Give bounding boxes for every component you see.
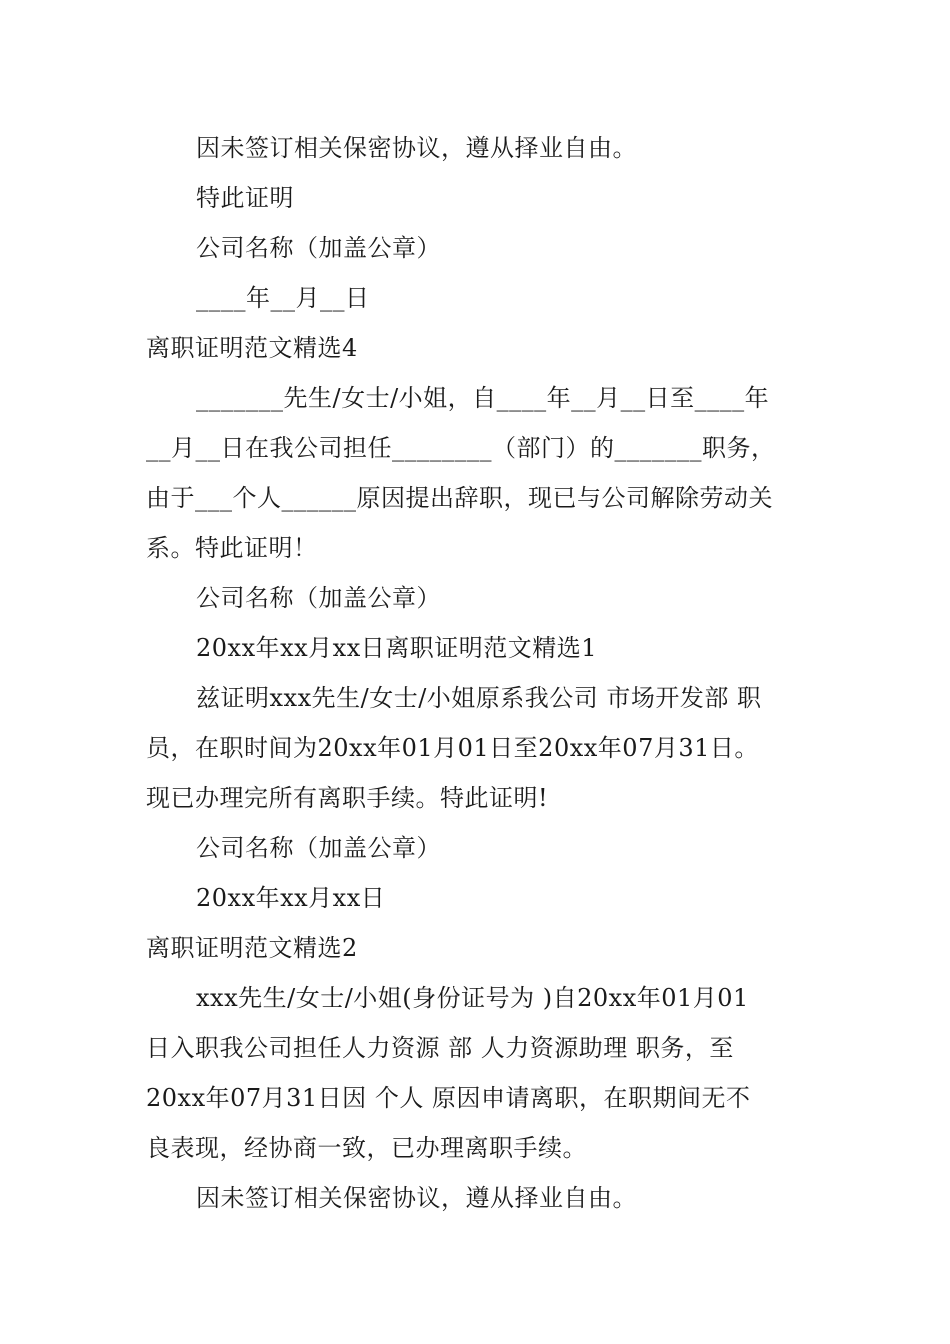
paragraph-line: 特此证明	[196, 184, 294, 212]
paragraph-line: 由于___个人______原因提出辞职，现已与公司解除劳动关	[146, 484, 773, 512]
paragraph-line: __月__日在我公司担任________（部门）的_______职务，	[146, 434, 776, 462]
paragraph-line: 良表现，经协商一致，已办理离职手续。	[146, 1134, 587, 1162]
paragraph-line: 员，在职时间为20xx年01月01日至20xx年07月31日。	[146, 734, 759, 762]
company-seal-line: 公司名称（加盖公章）	[196, 584, 441, 612]
paragraph-line: xxx先生/女士/小姐(身份证号为 )自20xx年01月01	[196, 984, 749, 1012]
paragraph-line: 兹证明xxx先生/女士/小姐原系我公司 市场开发部 职	[196, 684, 762, 712]
paragraph-line: 因未签订相关保密协议，遵从择业自由。	[196, 134, 637, 162]
company-seal-line: 公司名称（加盖公章）	[196, 834, 441, 862]
paragraph-line: 系。特此证明！	[146, 534, 318, 562]
paragraph-line: 因未签订相关保密协议，遵从择业自由。	[196, 1184, 637, 1212]
paragraph-line: 日入职我公司担任人力资源 部 人力资源助理 职务，至	[146, 1034, 734, 1062]
paragraph-line: _______先生/女士/小姐，自____年__月__日至____年	[196, 384, 770, 412]
date-line: ____年__月__日	[196, 284, 370, 312]
paragraph-line: 20xx年07月31日因 个人 原因申请离职，在职期间无不	[146, 1084, 751, 1112]
date-heading-line: 20xx年xx月xx日离职证明范文精选1	[196, 634, 598, 662]
section-heading: 离职证明范文精选2	[146, 934, 358, 962]
section-heading: 离职证明范文精选4	[146, 334, 358, 362]
company-seal-line: 公司名称（加盖公章）	[196, 234, 441, 262]
paragraph-line: 现已办理完所有离职手续。特此证明!	[146, 784, 549, 812]
date-line: 20xx年xx月xx日	[196, 884, 386, 912]
